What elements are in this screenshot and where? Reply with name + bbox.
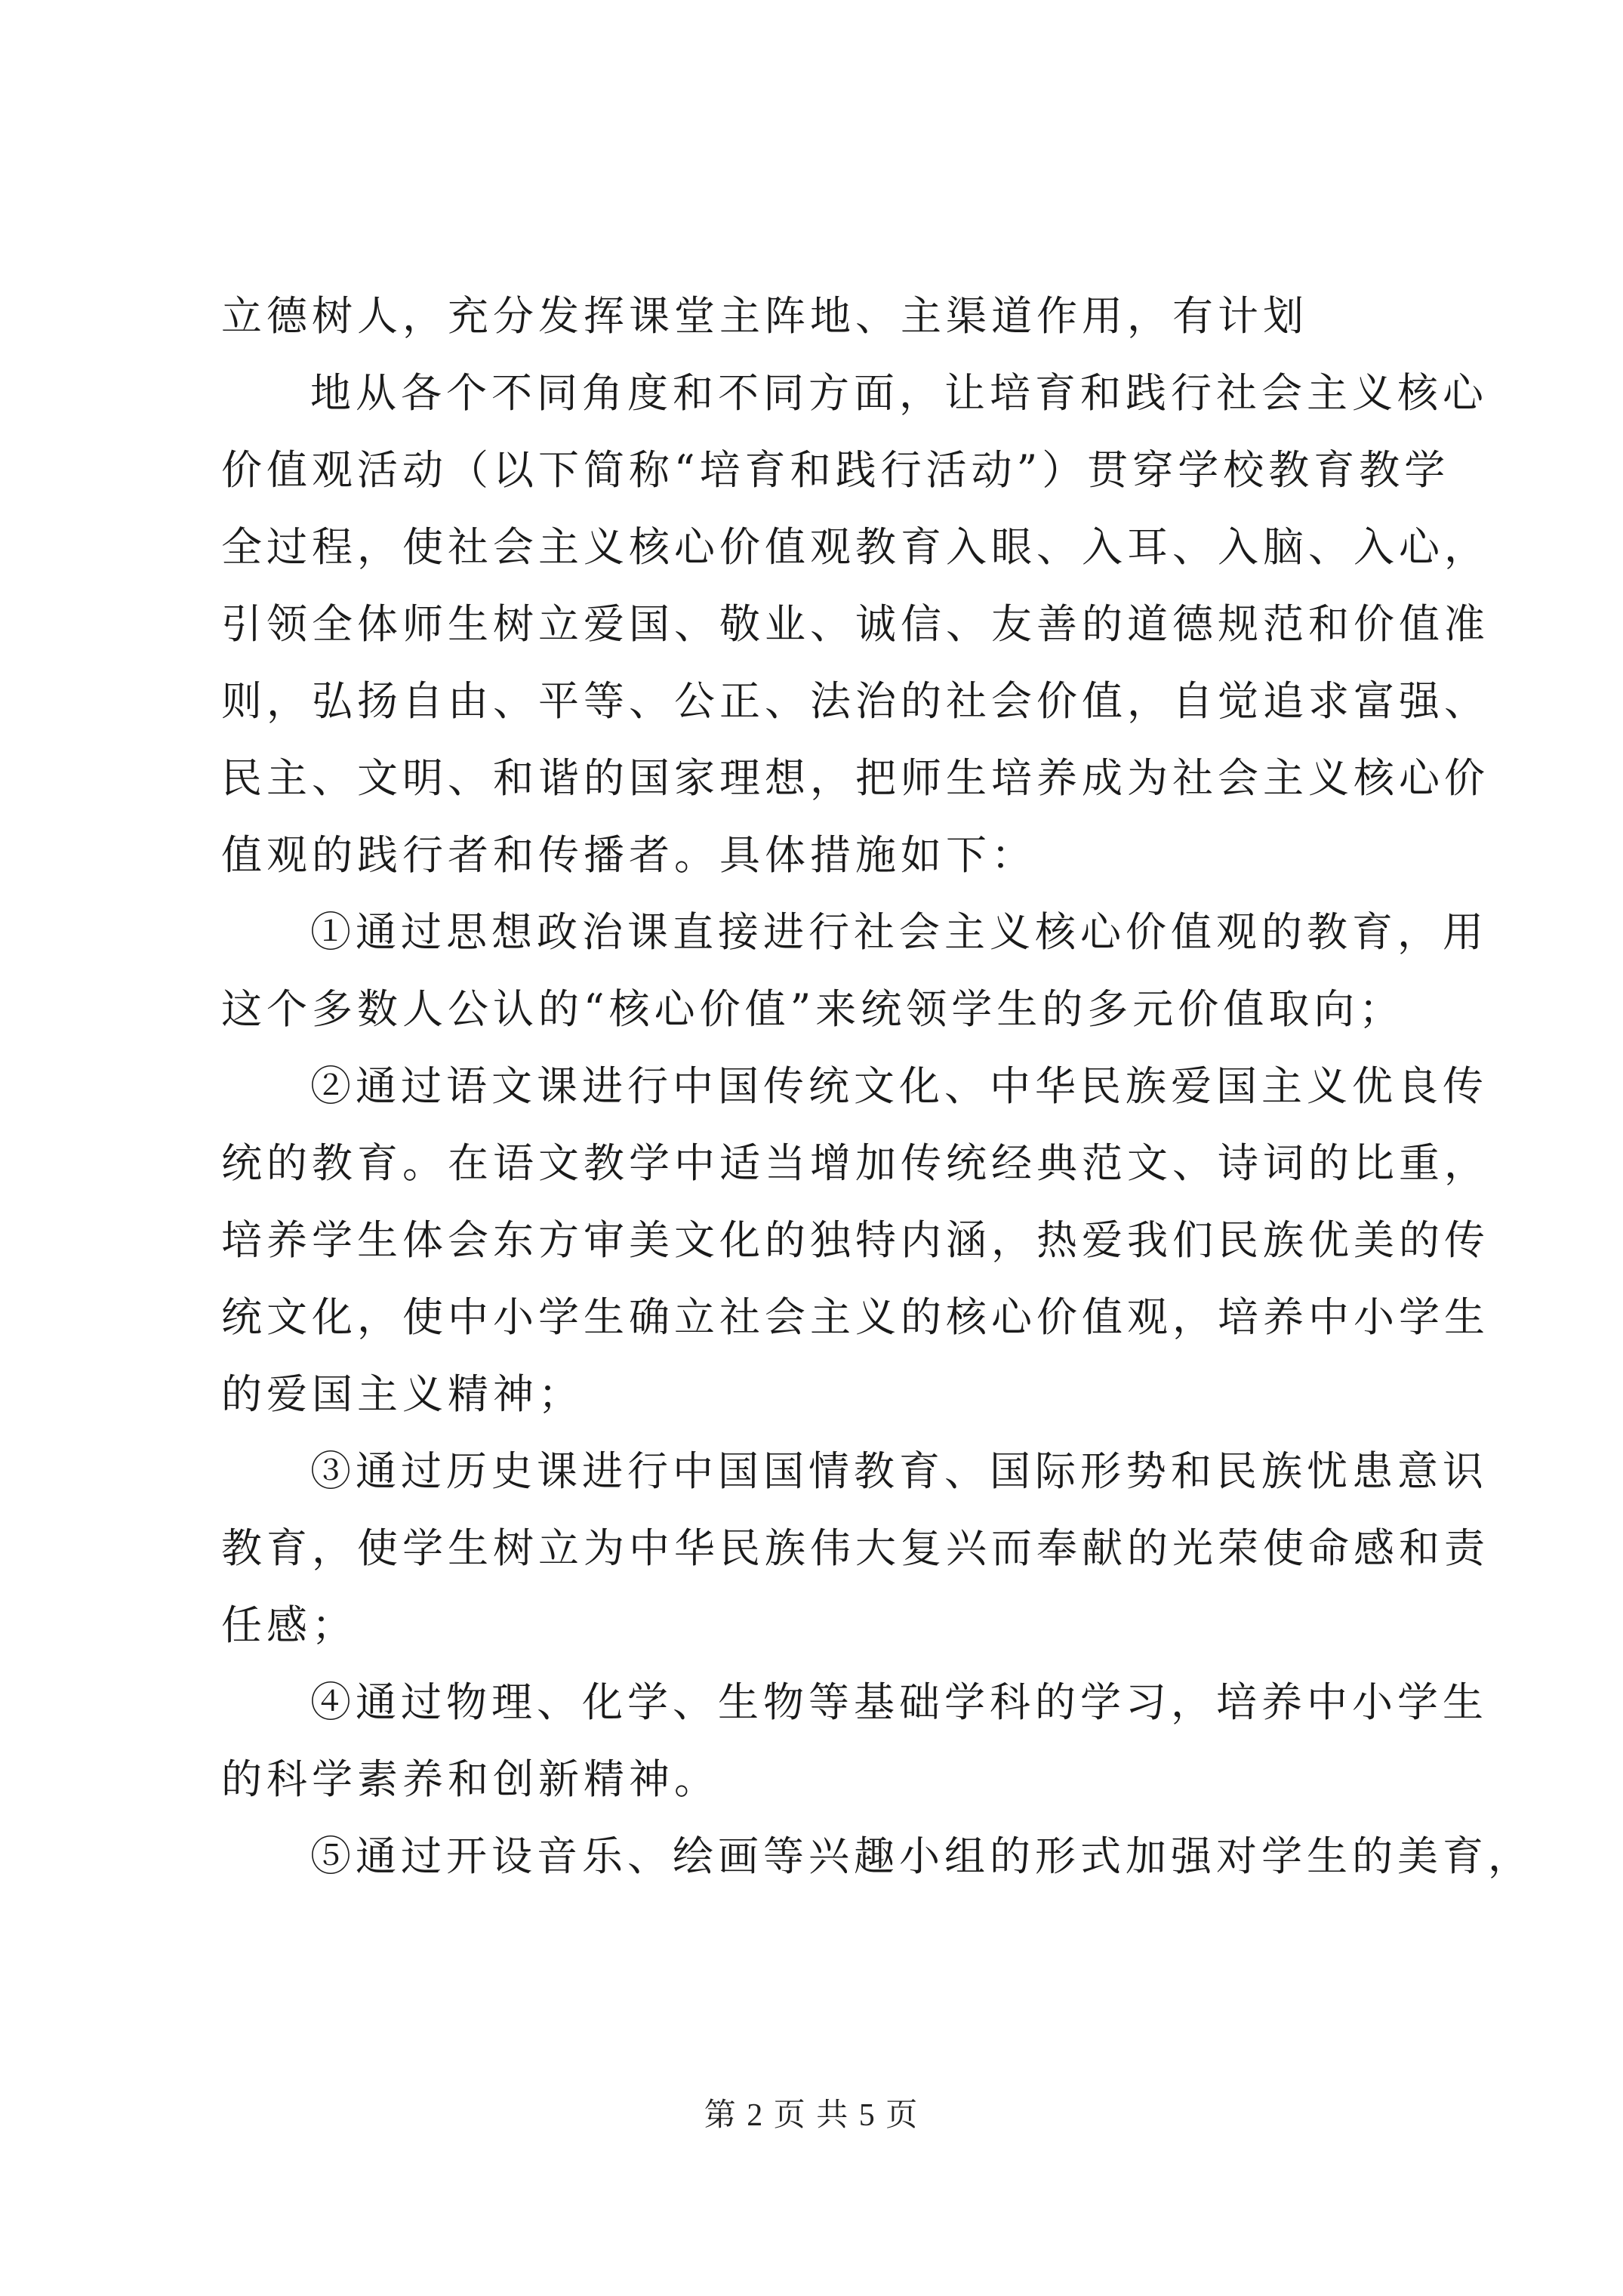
body-text bbox=[221, 278, 1533, 1895]
text-line: ③通过历史课进行中国国情教育、国际形势和民族忧患意识 bbox=[310, 1447, 1488, 1495]
text-line: 全过程，使社会主义核心价值观教育入眼、入耳、入脑、入心， bbox=[221, 523, 1489, 571]
text-line: 值观的践行者和传播者。具体措施如下： bbox=[221, 831, 1036, 879]
text-line: 价值观活动（以下简称“培育和践行活动”）贯穿学校教育教学 bbox=[221, 446, 1450, 494]
text-line: ⑤通过开设音乐、绘画等兴趣小组的形式加强对学生的美育， bbox=[310, 1832, 1533, 1880]
text-line: 地从各个不同角度和不同方面，让培育和践行社会主义核心 bbox=[310, 369, 1488, 417]
text-line: 则，弘扬自由、平等、公正、法治的社会价值，自觉追求富强、 bbox=[221, 677, 1489, 725]
text-line: 的科学素养和创新精神。 bbox=[221, 1755, 719, 1803]
text-line: 立德树人，充分发挥课堂主阵地、主渠道作用，有计划 bbox=[221, 292, 1308, 340]
text-line: 培养学生体会东方审美文化的独特内涵，热爱我们民族优美的传 bbox=[221, 1216, 1489, 1264]
page-number-footer: 第 2 页 共 5 页 bbox=[704, 2098, 919, 2133]
text-line: 的爱国主义精神； bbox=[221, 1370, 584, 1418]
text-line: 统文化，使中小学生确立社会主义的核心价值观，培养中小学生 bbox=[221, 1293, 1489, 1341]
text-line: 民主、文明、和谐的国家理想，把师生培养成为社会主义核心价 bbox=[221, 754, 1489, 802]
text-line: 任感； bbox=[221, 1601, 357, 1649]
text-line: 教育，使学生树立为中华民族伟大复兴而奉献的光荣使命感和责 bbox=[221, 1524, 1489, 1572]
text-line: 引领全体师生树立爱国、敬业、诚信、友善的道德规范和价值准 bbox=[221, 600, 1489, 648]
text-line: 这个多数人公认的“核心价值”来统领学生的多元价值取向； bbox=[221, 985, 1405, 1033]
text-line: ②通过语文课进行中国传统文化、中华民族爱国主义优良传 bbox=[310, 1062, 1488, 1110]
text-line: 统的教育。在语文教学中适当增加传统经典范文、诗词的比重， bbox=[221, 1139, 1489, 1187]
text-line: ④通过物理、化学、生物等基础学科的学习，培养中小学生 bbox=[310, 1678, 1488, 1726]
text-line: ①通过思想政治课直接进行社会主义核心价值观的教育，用 bbox=[310, 908, 1488, 956]
